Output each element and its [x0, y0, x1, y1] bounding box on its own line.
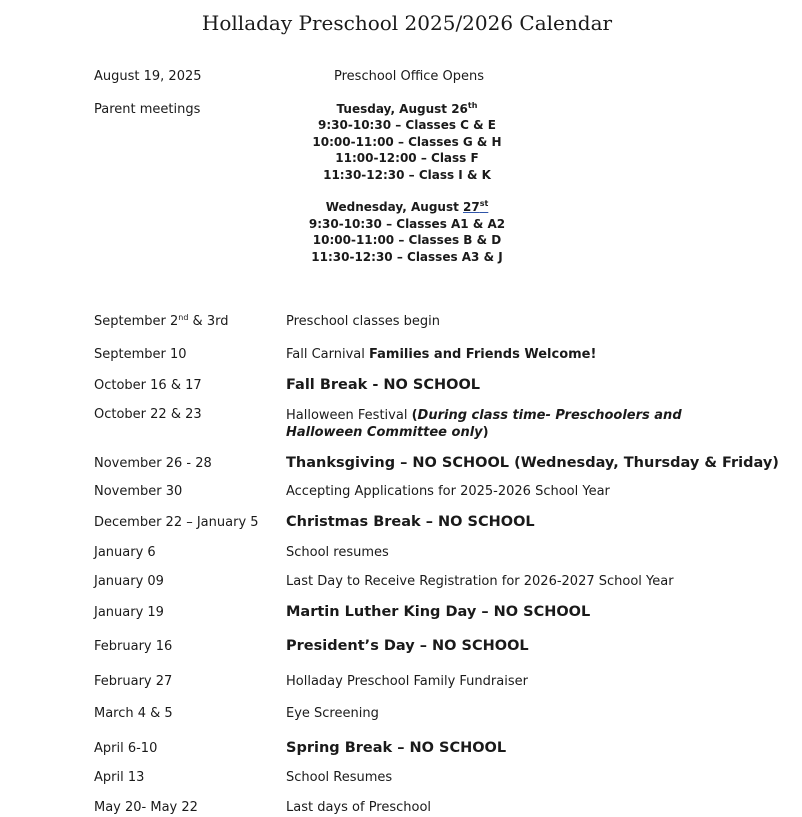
- office-open-event: Preschool Office Opens: [334, 69, 485, 84]
- row-event: School Resumes: [286, 770, 393, 785]
- row-event: Fall Carnival Families and Friends Welcome!: [286, 347, 597, 362]
- meeting-day1-slot: 11:00-12:00 – Class F: [335, 151, 479, 166]
- row-event: Last Day to Receive Registration for 2026-2027 School Year: [286, 574, 674, 589]
- row-date: October 22 & 23: [94, 407, 202, 422]
- row-event: Accepting Applications for 2025-2026 School Year: [286, 484, 610, 499]
- row-date: February 27: [94, 674, 173, 689]
- row-event: Last days of Preschool: [286, 800, 432, 815]
- row-event: Thanksgiving – NO SCHOOL (Wednesday, Thursday & Friday): [286, 455, 779, 471]
- row-event: Fall Break - NO SCHOOL: [286, 377, 481, 393]
- meeting-day2-slot: 9:30-10:30 – Classes A1 & A2: [308, 216, 506, 231]
- parent-meetings-schedule: [262, 101, 552, 265]
- office-open-date: August 19, 2025: [94, 69, 202, 84]
- row-date: September 10: [94, 347, 187, 362]
- row-event: Halloween Festival (During class time- Preschoolers and Halloween Committee only): [286, 408, 682, 440]
- meeting-day2-slot: 11:30-12:30 – Classes A3 & J: [311, 249, 503, 264]
- row-event: School resumes: [286, 545, 389, 560]
- meeting-day1-heading: Tuesday, August 26th: [336, 101, 478, 116]
- row-event: Holladay Preschool Family Fundraiser: [286, 674, 528, 689]
- meeting-day2-slot: 10:00-11:00 – Classes B & D: [312, 233, 502, 248]
- row-event: Eye Screening: [286, 706, 379, 721]
- meeting-day1-slot: 9:30-10:30 – Classes C & E: [318, 118, 496, 133]
- meeting-day1-slot: 10:00-11:00 – Classes G & H: [312, 134, 502, 149]
- row-date: May 20- May 22: [94, 800, 198, 815]
- row-date: April 13: [94, 770, 145, 785]
- parent-meetings-label: Parent meetings: [94, 102, 201, 117]
- row-event: Preschool classes begin: [286, 314, 441, 329]
- meeting-day2-heading: Wednesday, August 27st: [325, 199, 489, 215]
- row-event: Spring Break – NO SCHOOL: [286, 740, 507, 756]
- row-event: Christmas Break – NO SCHOOL: [286, 514, 535, 530]
- row-date: October 16 & 17: [94, 378, 202, 393]
- row-date: November 30: [94, 484, 183, 499]
- row-date: September 2nd & 3rd: [94, 313, 229, 329]
- row-date: November 26 - 28: [94, 456, 212, 471]
- spacer: [262, 183, 552, 199]
- row-date: March 4 & 5: [94, 706, 173, 721]
- row-date: April 6-10: [94, 741, 158, 756]
- row-event: President’s Day – NO SCHOOL: [286, 638, 529, 654]
- page-title: Holladay Preschool 2025/2026 Calendar: [201, 11, 613, 35]
- row-date: January 09: [94, 574, 164, 589]
- row-date: January 19: [94, 605, 164, 620]
- row-date: February 16: [94, 639, 173, 654]
- row-event: Martin Luther King Day – NO SCHOOL: [286, 604, 591, 620]
- row-date: January 6: [94, 545, 156, 560]
- meeting-day1-slot: 11:30-12:30 – Class I & K: [323, 167, 491, 182]
- row-date: December 22 – January 5: [94, 515, 259, 530]
